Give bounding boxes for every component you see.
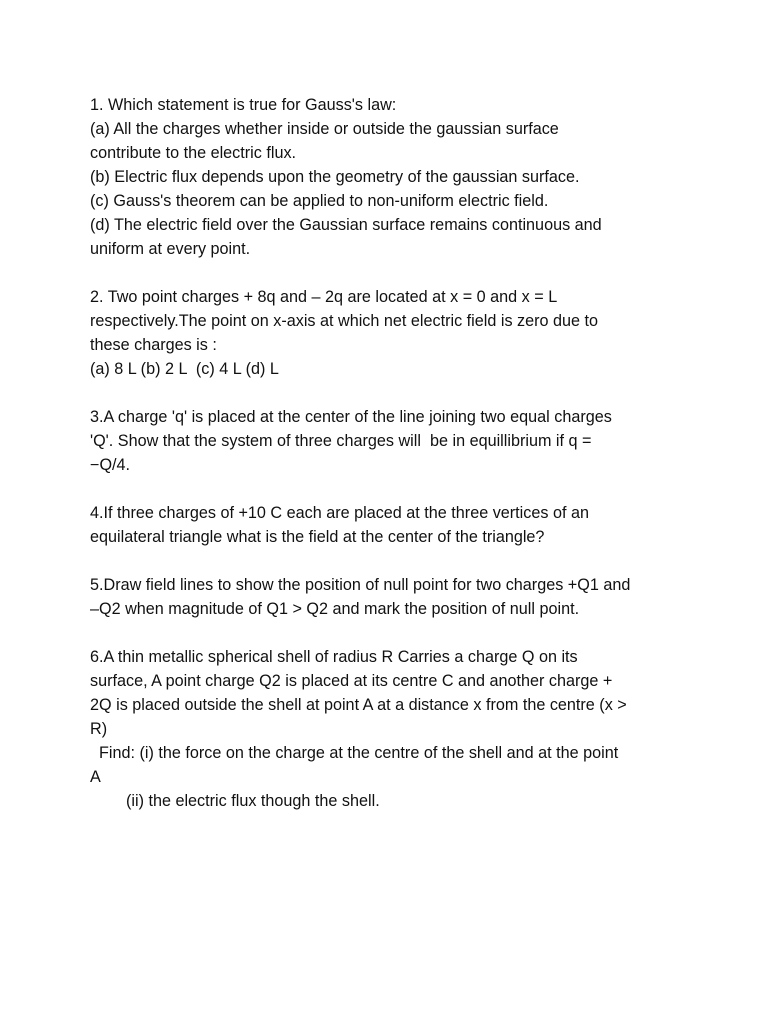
question-line: A bbox=[90, 768, 101, 786]
question-line: surface, A point charge Q2 is placed at its centre C and another charge + bbox=[90, 672, 613, 690]
question-2 bbox=[90, 285, 690, 381]
question-4 bbox=[90, 501, 690, 549]
question-line: contribute to the electric flux. bbox=[90, 144, 297, 162]
question-line: (a) All the charges whether inside or outside the gaussian surface bbox=[90, 120, 559, 138]
question-line: −Q/4. bbox=[90, 456, 131, 474]
question-5 bbox=[90, 573, 690, 621]
question-line: (ii) the electric flux though the shell. bbox=[90, 792, 380, 810]
question-line: 'Q'. Show that the system of three charges will be in equillibrium if q = bbox=[90, 432, 592, 450]
question-line: respectively.The point on x-axis at which net electric field is zero due to bbox=[90, 312, 599, 330]
spacer bbox=[90, 549, 690, 573]
question-line: Find: (i) the force on the charge at the centre of the shell and at the point bbox=[90, 744, 619, 762]
question-line: 2Q is placed outside the shell at point A at a distance x from the centre (x > bbox=[90, 696, 627, 714]
question-line: –Q2 when magnitude of Q1 > Q2 and mark the position of null point. bbox=[90, 600, 580, 618]
spacer bbox=[90, 477, 690, 501]
question-line: 2. Two point charges + 8q and – 2q are located at x = 0 and x = L bbox=[90, 288, 558, 306]
question-line: (a) 8 L (b) 2 L (c) 4 L (d) L bbox=[90, 360, 279, 378]
question-line: 5.Draw field lines to show the position of null point for two charges +Q1 and bbox=[90, 576, 631, 594]
question-6 bbox=[90, 645, 690, 813]
question-1 bbox=[90, 93, 690, 261]
question-list bbox=[90, 93, 690, 813]
question-line: (d) The electric field over the Gaussian surface remains continuous and bbox=[90, 216, 602, 234]
question-line: uniform at every point. bbox=[90, 240, 251, 258]
spacer bbox=[90, 261, 690, 285]
question-line: (c) Gauss's theorem can be applied to non-uniform electric field. bbox=[90, 192, 549, 210]
question-line: 6.A thin metallic spherical shell of radius R Carries a charge Q on its bbox=[90, 648, 578, 666]
question-line: R) bbox=[90, 720, 108, 738]
spacer bbox=[90, 381, 690, 405]
question-line: these charges is : bbox=[90, 336, 217, 354]
question-line: 3.A charge 'q' is placed at the center of the line joining two equal charges bbox=[90, 408, 612, 426]
question-line: equilateral triangle what is the field at the center of the triangle? bbox=[90, 528, 545, 546]
question-line: 4.If three charges of +10 C each are placed at the three vertices of an bbox=[90, 504, 589, 522]
spacer bbox=[90, 621, 690, 645]
question-line: (b) Electric flux depends upon the geometry of the gaussian surface. bbox=[90, 168, 580, 186]
question-3 bbox=[90, 405, 690, 477]
question-line: 1. Which statement is true for Gauss's law: bbox=[90, 96, 397, 114]
